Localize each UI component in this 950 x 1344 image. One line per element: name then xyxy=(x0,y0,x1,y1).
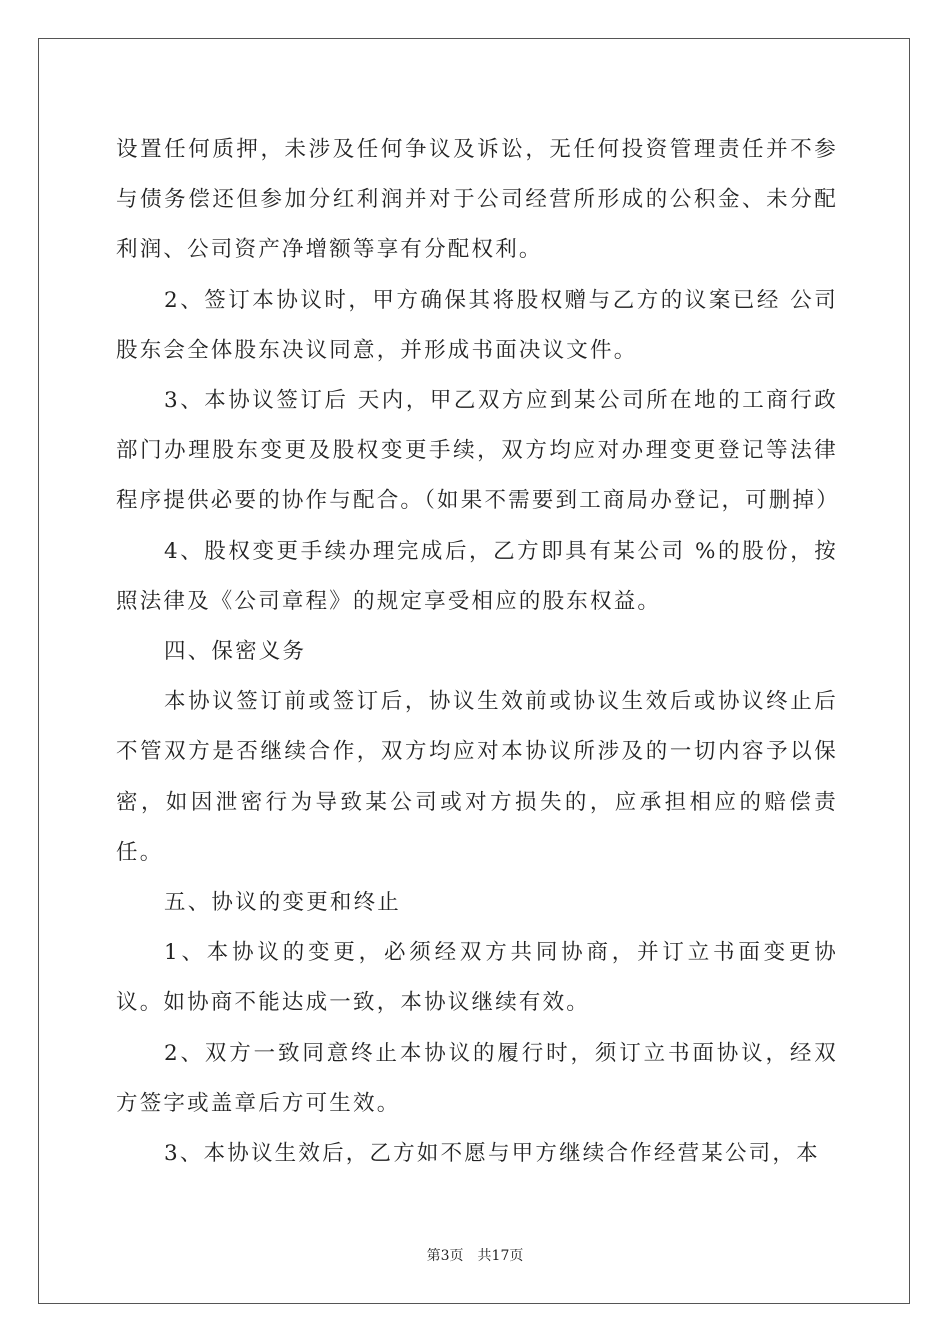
paragraph-4: 4、股权变更手续办理完成后，乙方即具有某公司 %的股份，按照法律及《公司章程》的规定享受相应的股东权益。 xyxy=(116,538,838,614)
page-number-footer: 第3页 共17页 xyxy=(426,1248,524,1264)
document-body xyxy=(116,125,838,1179)
paragraph-6: 1、本协议的变更，必须经双方共同协商，并订立书面变更协议。如协商不能达成一致，本协议继续有效。 xyxy=(116,940,838,1016)
paragraph-5: 本协议签订前或签订后，协议生效前或协议生效后或协议终止后不管双方是否继续合作，双方均应对本协议所涉及的一切内容予以保密，如因泄密行为导致某公司或对方损失的，应承担相应的赔偿责任。 xyxy=(116,689,838,865)
paragraph-1: 设置任何质押，未涉及任何争议及诉讼，无任何投资管理责任并不参与债务偿还但参加分红利润并对于公司经营所形成的公积金、未分配利润、公司资产净增额等享有分配权利。 xyxy=(116,137,838,263)
paragraph-8: 3、本协议生效后，乙方如不愿与甲方继续合作经营某公司，本 xyxy=(164,1141,820,1167)
paragraph-2: 2、签订本协议时，甲方确保其将股权赠与乙方的议案已经 公司股东会全体股东决议同意，并形成书面决议文件。 xyxy=(116,287,838,363)
paragraph-3: 3、本协议签订后 天内，甲乙双方应到某公司所在地的工商行政部门办理股东变更及股权变更手续，双方均应对办理变更登记等法律程序提供必要的协作与配合。（如果不需要到工商局办登记，可删掉） xyxy=(116,388,840,514)
section-heading-change-termination: 五、协议的变更和终止 xyxy=(164,890,402,916)
paragraph-7: 2、双方一致同意终止本协议的履行时，须订立书面协议，经双方签字或盖章后方可生效。 xyxy=(116,1040,838,1116)
section-heading-confidentiality: 四、保密义务 xyxy=(164,639,307,665)
